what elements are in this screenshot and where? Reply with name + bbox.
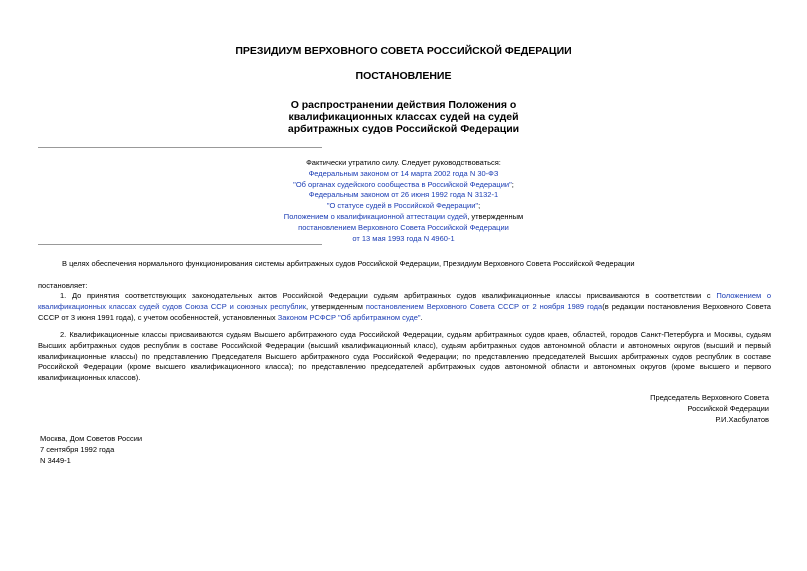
preamble-paragraph: В целях обеспечения нормального функционирования системы арбитражных судов Российской Федерации, Президиум Верховного Совета Российской Федерации — [62, 259, 635, 268]
law-30-fz-link[interactable]: Федеральным законом от 14 марта 2002 года N 30-ФЗ — [308, 168, 499, 178]
document-number: N 3449-1 — [40, 455, 71, 465]
status-note-line — [0, 190, 807, 201]
signatory-position: Председатель Верховного Совета — [650, 393, 769, 402]
signatory-name: Р.И.Хасбулатов — [715, 414, 769, 424]
ussr-resolution-1989-link[interactable]: постановлением Верховного Совета СССР от 2 ноября 1989 года — [365, 301, 603, 311]
document-title — [0, 99, 807, 135]
clause-1 — [38, 291, 771, 323]
document-type: ПОСТАНОВЛЕНИЕ — [355, 70, 452, 82]
supreme-council-resolution-link[interactable]: постановлением Верховного Совета Российской Федерации — [298, 222, 509, 232]
signing-date: 7 сентября 1992 года — [40, 444, 115, 454]
arbitration-court-law-link[interactable]: Законом РСФСР "Об арбитражном суде" — [277, 312, 421, 322]
separator: ; — [478, 201, 481, 211]
law-3132-1-link[interactable]: Федеральным законом от 26 июня 1992 года N 3132-1 — [308, 190, 499, 200]
place-date-block — [40, 434, 142, 466]
status-note-line — [0, 223, 807, 234]
signature-block — [650, 393, 769, 425]
signing-place: Москва, Дом Советов России — [40, 434, 143, 443]
resolves-label: постановляет: — [38, 281, 88, 290]
clause-1-text: . — [420, 312, 423, 322]
attestation-regulation-link[interactable]: Положением о квалификационной аттестации судей — [283, 211, 468, 221]
status-note-line — [0, 169, 807, 180]
document-title-line: арбитражных судов Российской Федерации — [287, 123, 520, 135]
clause-1-text: , утвержденным — [306, 301, 366, 311]
document-title-line: квалификационных классах судей на судей — [288, 111, 519, 123]
law-3132-1-title-link[interactable]: "О статусе судей в Российской Федерации" — [326, 201, 479, 211]
status-note-line — [0, 201, 807, 212]
status-note-intro: Фактически утратило силу. Следует руководствоваться: — [306, 158, 501, 167]
issuing-authority: ПРЕЗИДИУМ ВЕРХОВНОГО СОВЕТА РОССИЙСКОЙ ФЕДЕРАЦИИ — [235, 45, 572, 57]
status-note-text: , утвержденным — [467, 211, 524, 221]
resolution-4960-1-link[interactable]: от 13 мая 1993 года N 4960-1 — [352, 233, 455, 243]
clause-1-text: (в редакции постановления Верховного Совета СССР от 3 июня 1991 года), с учетом особенностей, установленных — [38, 301, 771, 322]
document-title-line: О распространении действия Положения о — [290, 99, 517, 111]
status-note — [0, 158, 807, 244]
status-note-line — [0, 180, 807, 191]
separator: ; — [511, 179, 514, 189]
divider-top — [38, 147, 322, 148]
law-30-fz-title-link[interactable]: "Об органах судейского сообщества в Российской Федерации" — [293, 179, 512, 189]
status-note-line — [0, 234, 807, 245]
clause-1-text: 1. До принятия соответствующих законодательных актов Российской Федерации судьям арбитражных судов квалификационные классы присваиваются в соответствии с — [60, 291, 717, 300]
qualification-classes-regulation-link[interactable]: Положением о квалификационных классах судей судов Союза ССР и союзных республик — [38, 291, 772, 311]
divider-bottom — [38, 244, 322, 245]
status-note-line — [0, 212, 807, 223]
signatory-position-org: Российской Федерации — [687, 403, 769, 413]
clause-2: 2. Квалификационные классы присваиваются судьям Высшего арбитражного суда Российской Федерации, судьям арбитражных судов краев, областей, городов Санкт-Петербурга и Москвы, судьям Высших арбитражных судов республик в составе Российской Федерации (высший квалификационный класс), судьям арбитражных судов автономной области и автономных округов (высший и первый квалификационные классы) по представлению Председателя Высшего арбитражного суда Российской Федерации; по представлению председателей Высших арбитражных судов республик в составе Российской Федерации (кроме высшего квалификационного класса); по представлению председателей арбитражных судов автономной области и автономных округов (кроме высшего и первого квалификационных классов). — [38, 330, 771, 383]
